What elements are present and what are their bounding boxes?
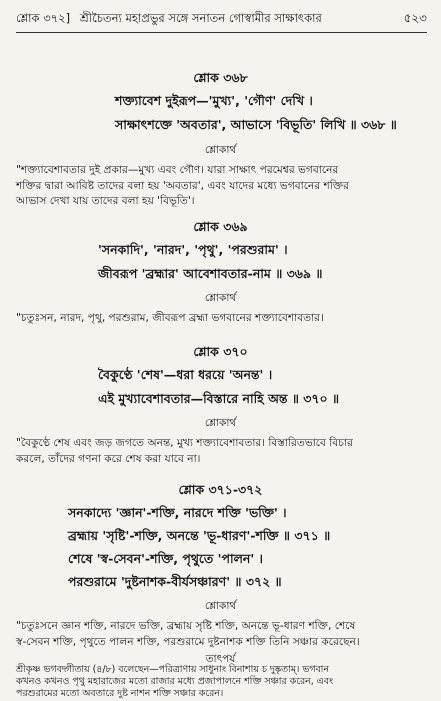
purport-line: কখনও কখনও পৃথু মহারাজের মতো রাজার মধ্যে প্রজাপালনে শক্তি সঞ্চার করেন, এবং [16,676,334,687]
translation-370-line: করলে, তাঁদের গণনা করে শেষ করা যাবে না। [16,452,201,465]
translation-369 [16,311,426,327]
translation-371-372-line: স্ব-সেবন শক্তি, পৃথুতে পালন শক্তি, পরশুরামে দুষ্টনাশক শক্তি তিনি সঞ্চার করেছেন। [16,635,360,648]
verse-368-line-1: শক্ত্যাবেশ দুইরূপ—'মুখ্য', 'গৌণ' দেখি । [115,93,313,108]
verse-heading-370: শ্লোক ৩৭০ [193,344,248,359]
verse-369-line-2: জীবরূপ 'ব্রহ্মার' আবেশাবতার-নাম ॥ ৩৬৯ ॥ [98,266,323,281]
purport-text [16,664,426,700]
translation-368-line: "শক্ত্যাবেশাবতার দুই প্রকার—মুখ্য এবং গৌণ। যারা সাক্ষাৎ পরমেশ্বর ভগবানের [16,164,339,176]
translation-371-372-line: "চতুঃসনে জ্ঞান শক্তি, নারদে ভক্তি, ব্রহ্মায় সৃষ্টি শক্তি, অনন্তে ভূ-ধারণ শক্তি, শেষে [16,620,356,632]
translation-label-368: শ্লোকার্থ [204,144,237,156]
verse-372-line-2: পরশুরামে 'দুষ্টনাশক-বীর্যসঞ্চারণ' ॥ ৩৭২ ॥ [68,574,282,589]
verse-372-line-1: শেষে 'স্ব-সেবন'-শক্তি, পৃথুতে 'পালন' । [68,551,264,566]
translation-label-369: শ্লোকার্থ [204,292,237,304]
translation-label-370: শ্লোকার্থ [204,417,237,429]
header-chapter-title: শ্রীচৈতন্য মহাপ্রভুর সঙ্গে সনাতন গোস্বামীর সাক্ষাৎকার [80,11,322,25]
verse-heading-369: শ্লোক ৩৬৯ [193,219,248,234]
verse-370-line-2: এই মুখ্যাবেশাবতার—বিস্তারে নাহি অন্ত ॥ ৩৭০ ॥ [98,391,340,406]
verse-368-line-2: সাক্ষাৎশক্তে 'অবতার', আভাসে 'বিভূতি' লিখি ॥ ৩৬৮ ॥ [115,117,397,132]
verse-heading-371-372: শ্লোক ৩৭১-৩৭২ [178,482,263,497]
page-number: ৫২৩ [403,11,427,25]
purport-label: তাৎপর্য [205,653,236,665]
translation-371-372 [16,619,426,650]
verse-369-line-1: 'সনকাদি', 'নারদ', 'পৃথু', 'পরশুরাম' । [98,242,288,257]
translation-368-line: শক্তির দ্বারা আবিষ্ট তাদের বলা হয় 'অবতার', এবং যাদের মধ্যে ভগবানের শক্তির [16,179,349,192]
verse-370-line-1: বৈকুণ্ঠে 'শেষ'—ধরা ধরয়ে 'অনন্ত' । [98,367,273,382]
translation-369-line: "চতুঃসন, নারদ, পৃথু, পরশুরাম, জীবরূপ ব্রহ্মা ভগবানের শক্ত্যাবেশাবতার। [16,312,324,324]
translation-label-371-372: শ্লোকার্থ [204,600,237,612]
purport-line: শ্রীকৃষ্ণ ভগবদ্গীতায় (৪/৮) বলেছেন—পরিত্রাণায় সাধুনাং বিনাশায় চ দুষ্কৃতাম্। ভগবান [16,664,330,675]
purport-line: পরশুরামের মতো অবতারে দুষ্ট নাশন শক্তি সঞ্চার করেন। [16,688,224,699]
translation-370-line: "বৈকুণ্ঠে শেষ এবং জড় জগতে অনন্ত, মুখ্য শক্ত্যাবেশাবতার। বিস্তারিতভাবে বিচার [16,437,353,449]
verse-heading-368: শ্লোক ৩৬৮ [193,70,248,85]
verse-371-line-1: সনকাদ্যে 'জ্ঞান'-শক্তি, নারদে শক্তি 'ভক্তি' । [68,505,287,520]
header-verse-range: শ্লোক ৩৭২] [16,11,71,25]
translation-370 [16,436,426,467]
running-header [16,10,427,30]
translation-368-line: আভাস দেখা যায় তাদের বলা হয় 'বিভূতি'। [16,195,195,207]
verse-371-line-2: ব্রহ্মায় 'সৃষ্টি'-শক্তি, অনন্তে 'ভূ-ধারণ'-শক্তি ॥ ৩৭১ ॥ [68,528,331,543]
header-rule [16,32,427,33]
translation-368 [16,163,426,210]
